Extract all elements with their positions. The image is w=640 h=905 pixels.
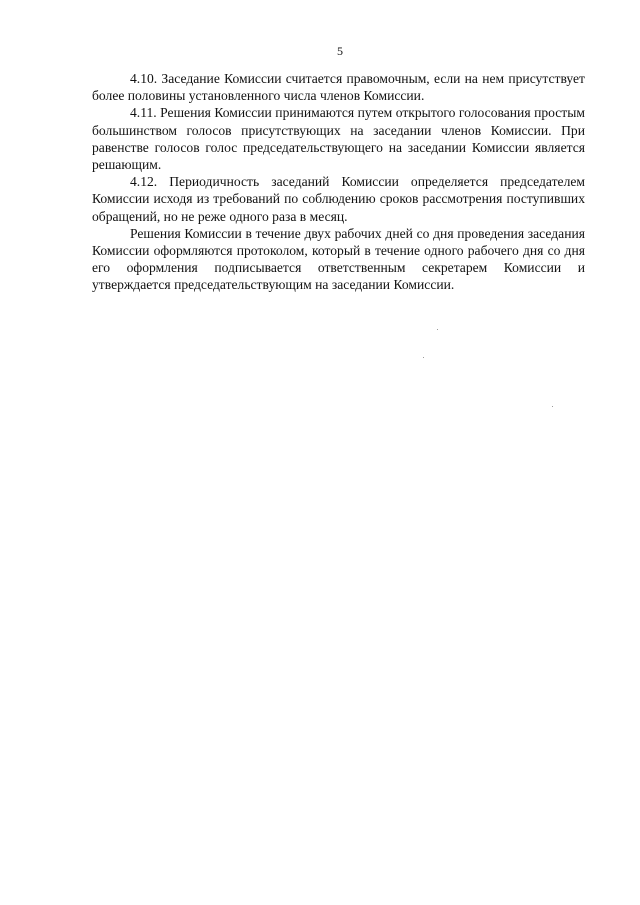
page-number: 5 (337, 44, 343, 58)
paragraph-4-10: 4.10. Заседание Комиссии считается правомочным, если на нем присутствует более половины установленного числа членов Комиссии. (92, 71, 585, 104)
paragraph-protocol: Решения Комиссии в течение двух рабочих дней со дня проведения заседания Комиссии оформляются протоколом, который в течение одного рабочего дня со дня его оформления подписывается ответственным секретарем Комиссии и утверждается председательствующим на заседании Комиссии. (92, 225, 585, 293)
document-body (92, 70, 585, 294)
paragraph-4-11: 4.11. Решения Комиссии принимаются путем открытого голосования простым большинством голосов присутствующих на заседании членов Комиссии. При равенстве голосов голос председательствующего на заседании Комиссии является решающим. (92, 105, 585, 173)
paragraph-4-12: 4.12. Периодичность заседаний Комиссии определяется председателем Комиссии исходя из требований по соблюдению сроков рассмотрения поступивших обращений, но не реже одного раза в месяц. (92, 174, 585, 224)
scan-speck (552, 406, 553, 407)
scan-speck (423, 357, 424, 358)
scan-speck (437, 329, 438, 330)
